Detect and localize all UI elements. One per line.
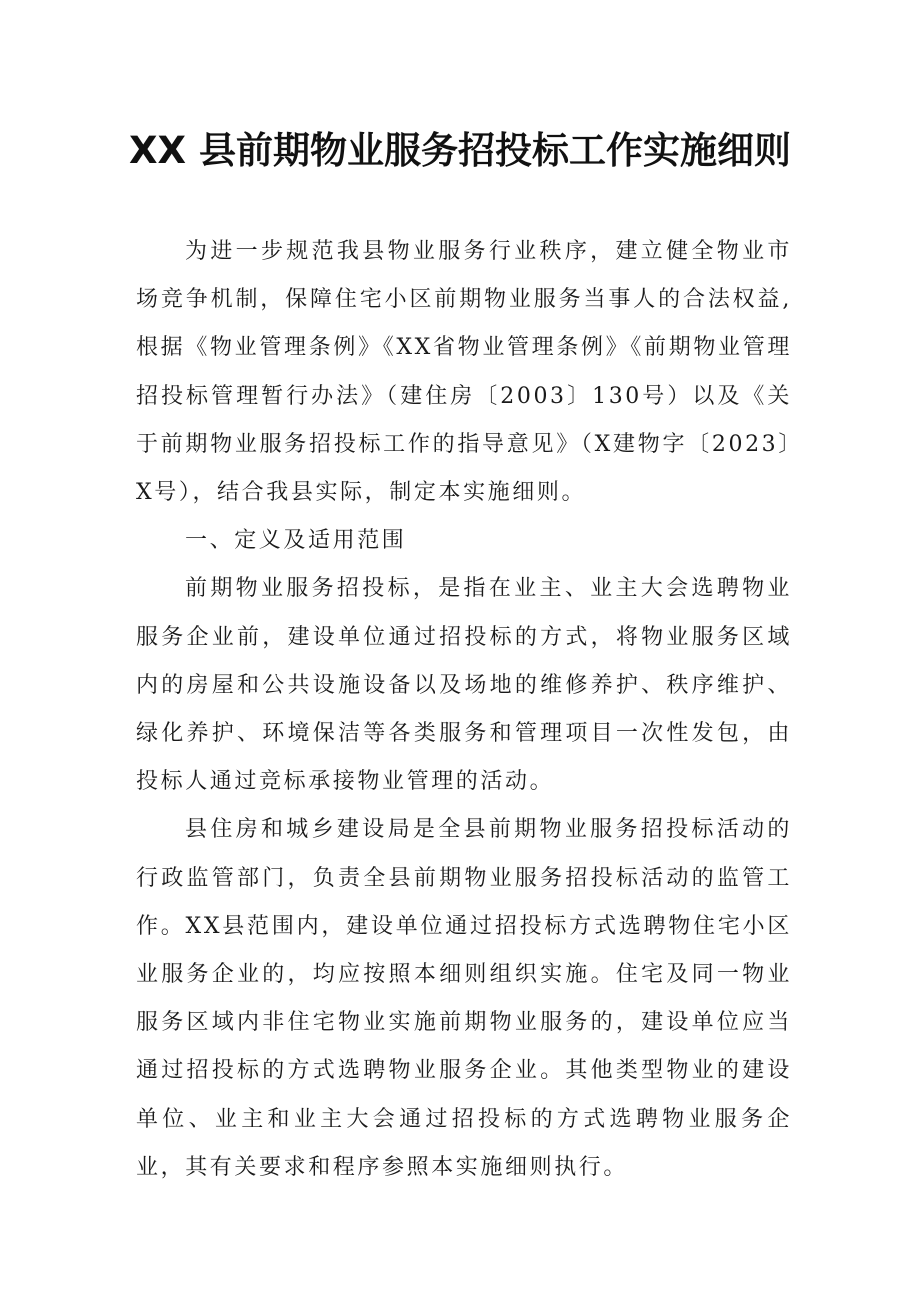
paragraph-supervision-scope: 县住房和城乡建设局是全县前期物业服务招投标活动的行政监管部门，负责全县前期物业服务招投标活动的监管工作。XX县范围内，建设单位通过招投标方式选聘物住宅小区业服务企业的，均应按照本细则组织实施。住宅及同一物业服务区域内非住宅物业实施前期物业服务的，建设单位应当通过招投标的方式选聘物业服务企业。其他类型物业的建设单位、业主和业主大会通过招投标的方式选聘物业服务企业，其有关要求和程序参照本实施细则执行。	[136, 817, 792, 1180]
paragraph-preamble: 为进一步规范我县物业服务行业秩序，建立健全物业市场竞争机制，保障住宅小区前期物业服务当事人的合法权益,根据《物业管理条例》《XX省物业管理条例》《前期物业管理招投标管理暂行办法》（建住房〔2003〕130号）以及《关于前期物业服务招投标工作的指导意见》（X建物字〔2023〕X号），结合我县实际，制定本实施细则。	[136, 239, 792, 506]
section-heading-definition-scope: 一、定义及适用范围	[185, 528, 407, 554]
document-title: XX 县前期物业服务招投标工作实施细则	[129, 129, 791, 172]
paragraph-definition: 前期物业服务招投标，是指在业主、业主大会选聘物业服务企业前，建设单位通过招投标的方式，将物业服务区域内的房屋和公共设施设备以及场地的维修养护、秩序维护、绿化养护、环境保洁等各类服务和管理项目一次性发包，由投标人通过竞标承接物业管理的活动。	[136, 576, 792, 795]
document-body	[136, 228, 792, 1192]
